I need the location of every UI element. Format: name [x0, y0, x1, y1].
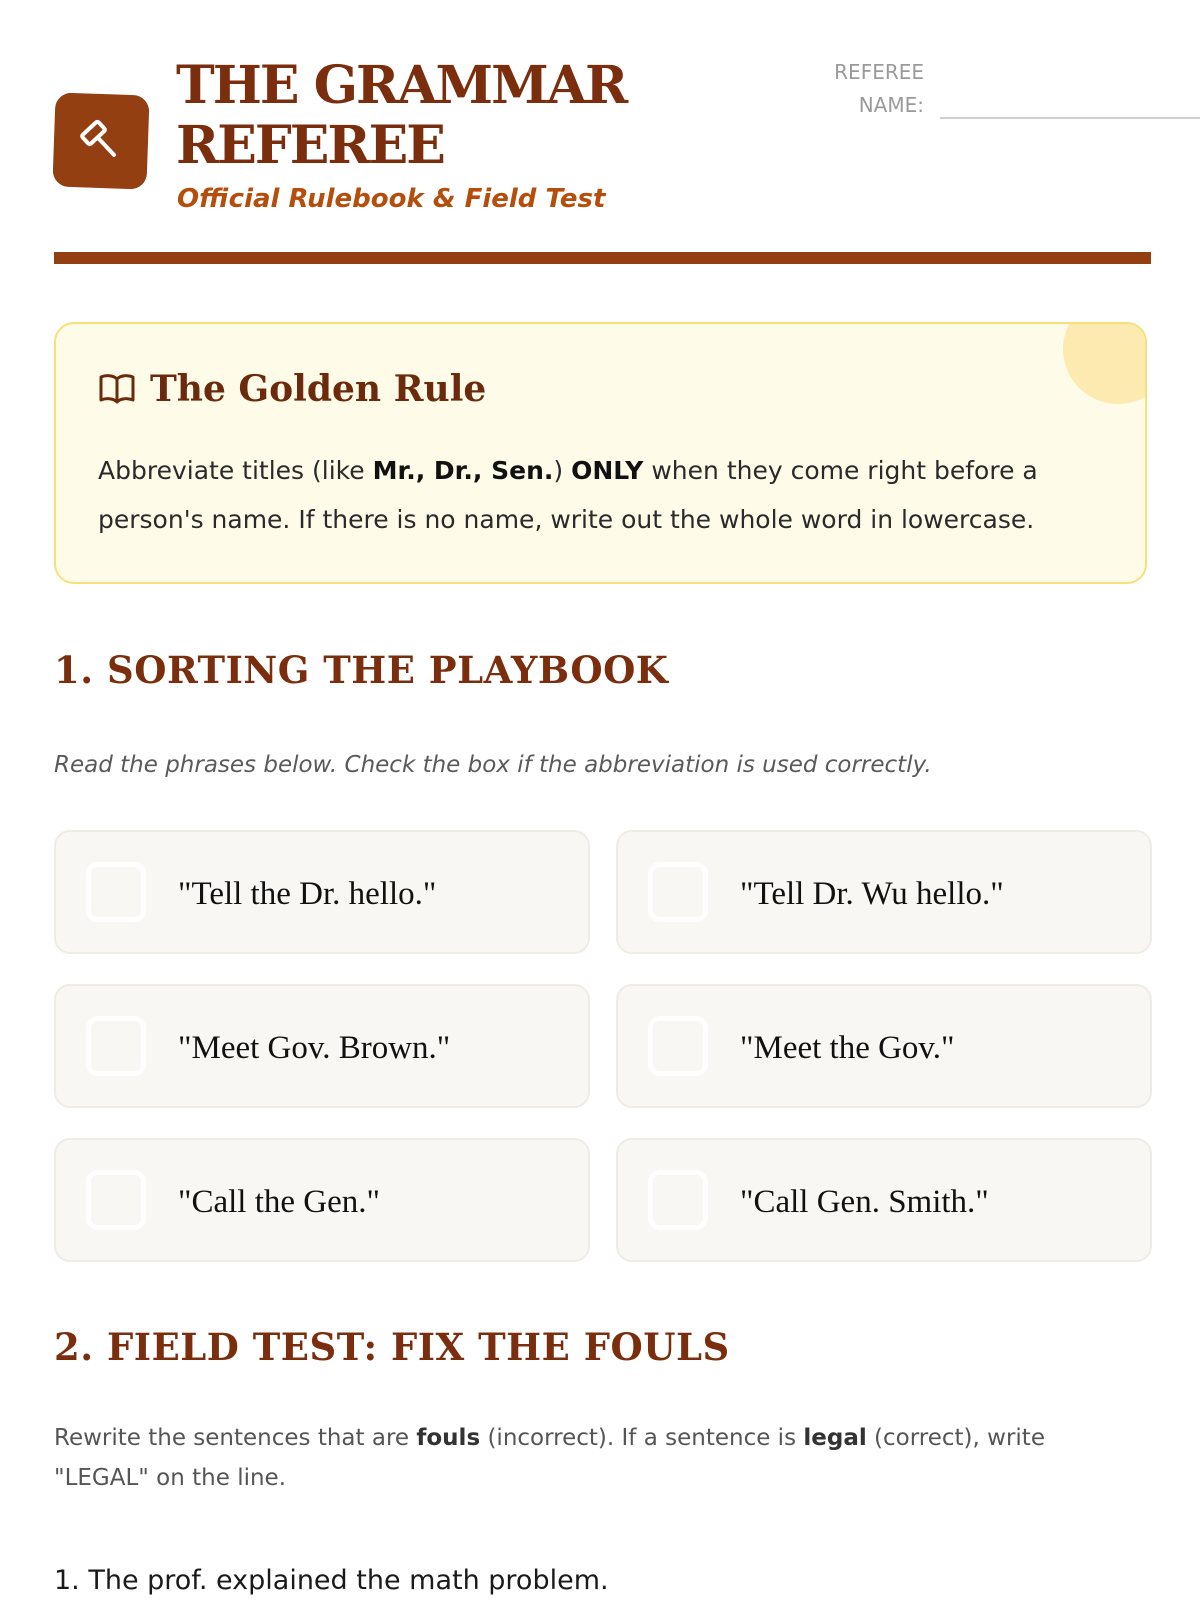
- header-divider: [54, 252, 1151, 264]
- section-2-title: 2. FIELD TEST: FIX THE FOULS: [54, 1325, 730, 1369]
- referee-label-line1: REFEREE: [834, 60, 924, 84]
- phrase-card[interactable]: [616, 1138, 1152, 1262]
- phrase-checkbox[interactable]: [86, 1016, 146, 1076]
- section-1-instructions: Read the phrases below. Check the box if the abbreviation is used correctly.: [54, 752, 932, 778]
- phrase-text: "Tell the Dr. hello.": [178, 876, 437, 912]
- rule-emphasis: ONLY: [571, 456, 644, 485]
- phrase-text: "Meet the Gov.": [740, 1030, 955, 1066]
- phrase-card[interactable]: [616, 830, 1152, 954]
- instr-emphasis-legal: legal: [803, 1425, 867, 1451]
- instr-text-part: (correct), write "LEGAL" on the line.: [54, 1425, 1045, 1491]
- phrase-checkbox[interactable]: [648, 1170, 708, 1230]
- golden-rule-header: [98, 368, 486, 410]
- phrase-card[interactable]: [54, 830, 590, 954]
- section-2-instructions: [54, 1418, 1134, 1498]
- rule-text-part: Abbreviate titles (like: [98, 456, 373, 485]
- phrase-text: "Meet Gov. Brown.": [178, 1030, 451, 1066]
- referee-name-field[interactable]: [940, 117, 1200, 119]
- field-test-question: 1. The prof. explained the math problem.: [54, 1565, 609, 1596]
- phrase-checkbox[interactable]: [648, 1016, 708, 1076]
- referee-label-line2: NAME:: [858, 93, 924, 117]
- rule-text-part: ): [553, 456, 572, 485]
- phrase-text: "Call the Gen.": [178, 1184, 380, 1220]
- phrase-card[interactable]: [616, 984, 1152, 1108]
- logo-badge: [52, 92, 149, 189]
- golden-rule-text: [98, 446, 1108, 544]
- instr-text-part: (incorrect). If a sentence is: [480, 1425, 804, 1451]
- phrase-text: "Call Gen. Smith.": [740, 1184, 989, 1220]
- section-1-title: 1. SORTING THE PLAYBOOK: [54, 648, 669, 692]
- phrase-checkbox[interactable]: [86, 1170, 146, 1230]
- gavel-icon: [77, 117, 125, 165]
- instr-emphasis-fouls: fouls: [416, 1425, 481, 1451]
- phrase-card[interactable]: [54, 984, 590, 1108]
- page-subtitle: Official Rulebook & Field Test: [177, 184, 606, 214]
- phrase-text: "Tell Dr. Wu hello.": [740, 876, 1004, 912]
- golden-rule-callout: [54, 322, 1147, 584]
- instr-text-part: Rewrite the sentences that are: [54, 1425, 417, 1451]
- page-title: THE GRAMMAR REFEREE: [176, 55, 627, 176]
- phrase-checkbox[interactable]: [648, 862, 708, 922]
- rule-text-part: when they come right before a person's name. If there is no name, write out the whole word in lowercase.: [98, 456, 1038, 534]
- decorative-circle: [1063, 322, 1147, 404]
- rule-examples: Mr., Dr., Sen.: [372, 456, 554, 485]
- phrase-checkbox[interactable]: [86, 862, 146, 922]
- page-header: [54, 56, 1146, 226]
- open-book-icon: [98, 372, 136, 406]
- referee-name-label: [654, 56, 924, 122]
- phrase-card[interactable]: [54, 1138, 590, 1262]
- golden-rule-title: The Golden Rule: [150, 368, 487, 410]
